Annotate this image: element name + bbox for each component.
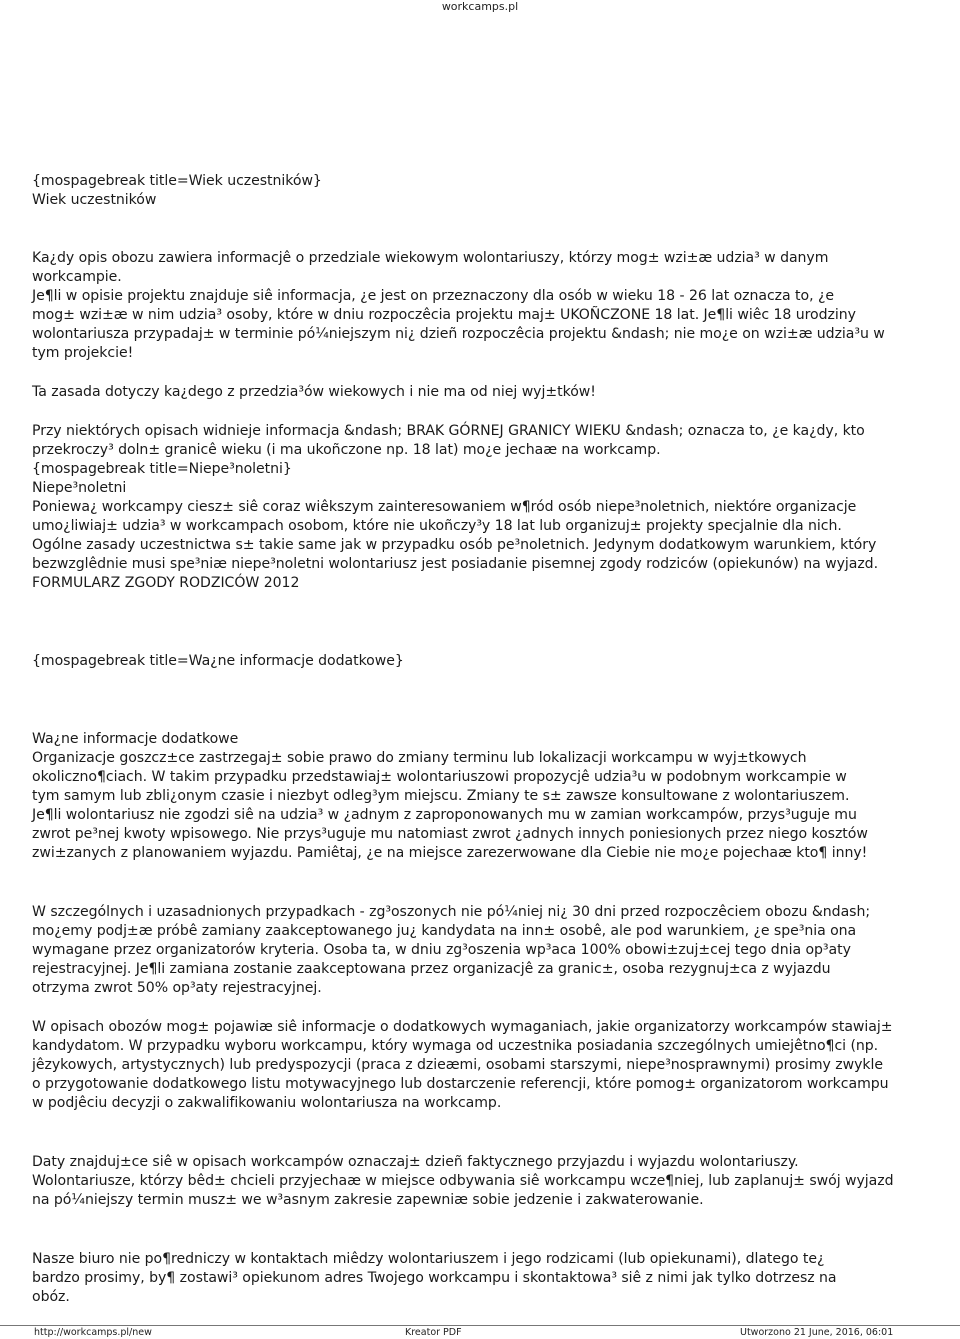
paragraph-line: Wolontariusze, którzy bêd± chcieli przyjechaæ w miejsce odbywania siê workcampu wcze¶niej, lub zaplanuj± swój wyjazd bbox=[32, 1173, 894, 1189]
paragraph-line: jêzykowych, artystycznych) lub predyspozycji (praca z dzieæmi, osobami starszymi, niepe³nosprawnymi) prosimy zwykle bbox=[32, 1057, 883, 1073]
paragraph-line: okoliczno¶ciach. W takim przypadku przedstawiaj± wolontariuszowi propozycjê udzia³u w podobnym workcampie w bbox=[32, 769, 847, 785]
parental-consent-form-link[interactable]: FORMULARZ ZGODY RODZICÓW 2012 bbox=[32, 575, 300, 591]
section-heading-age: Wiek uczestników bbox=[32, 192, 157, 208]
paragraph-line: Je¶li wolontariusz nie zgodzi siê na udzia³ w ¿adnym z zaproponowanych mu w zamian workcampów, przys³uguje mu bbox=[32, 807, 857, 823]
paragraph-line: bezwzglêdnie musi spe³niæ niepe³noletni wolontariusz jest posiadanie pisemnej zgody rodziców (opiekunów) na wyjazd. bbox=[32, 556, 879, 572]
paragraph-line: mog± wzi±æ w nim udzia³ osoby, które w dniu rozpoczêcia projektu maj± UKOÑCZONE 18 lat. Je¶li wiêc 18 urodziny bbox=[32, 307, 856, 323]
pagebreak-marker-minors: {mospagebreak title=Niepe³noletni} bbox=[32, 461, 292, 477]
pagebreak-marker-important: {mospagebreak title=Wa¿ne informacje dodatkowe} bbox=[32, 653, 404, 669]
paragraph-line: na pó¼niejszy termin musz± we w³asnym zakresie zapewniæ sobie jedzenie i zakwaterowanie. bbox=[32, 1192, 704, 1208]
paragraph-line: tym samym lub zbli¿onym czasie i niezbyt odleg³ym miejscu. Zmiany te s± zawsze konsultowane z wolontariuszem. bbox=[32, 788, 850, 804]
footer-created-timestamp: Utworzono 21 June, 2016, 06:01 bbox=[740, 1327, 894, 1338]
paragraph-line: Organizacje goszcz±ce zastrzegaj± sobie prawo do zmiany terminu lub lokalizacji workcampu w wyj±tkowych bbox=[32, 750, 807, 766]
section-heading-minors: Niepe³noletni bbox=[32, 480, 127, 496]
paragraph-line: w podjêciu decyzji o zakwalifikowaniu wolontariusza na workcamp. bbox=[32, 1095, 502, 1111]
section-heading-important: Wa¿ne informacje dodatkowe bbox=[32, 731, 239, 747]
paragraph-line: Ka¿dy opis obozu zawiera informacjê o przedziale wiekowym wolontariuszy, którzy mog± wzi±æ udzia³ w danym bbox=[32, 250, 829, 266]
paragraph-line: o przygotowanie dodatkowego listu motywacyjnego lub dostarczenie referencji, które pomog± organizatorom workcampu bbox=[32, 1076, 889, 1092]
paragraph-line: Przy niektórych opisach widnieje informacja &ndash; BRAK GÓRNEJ GRANICY WIEKU &ndash; oznacza to, ¿e ka¿dy, kto bbox=[32, 423, 865, 439]
paragraph-line: Daty znajduj±ce siê w opisach workcampów oznaczaj± dzieñ faktycznego przyjazdu i wyjazdu wolontariuszy. bbox=[32, 1154, 799, 1170]
paragraph-line: Nasze biuro nie po¶redniczy w kontaktach miêdzy wolontariuszem i jego rodzicami (lub opiekunami), dlatego te¿ bbox=[32, 1251, 825, 1267]
paragraph-line: W szczególnych i uzasadnionych przypadkach - zg³oszonych nie pó¼niej ni¿ 30 dni przed rozpoczêciem obozu &ndash; bbox=[32, 904, 871, 920]
paragraph-line: rejestracyjnej. Je¶li zamiana zostanie zaakceptowana przez organizacjê za granic±, osoba rezygnuj±ca z wyjazdu bbox=[32, 961, 831, 977]
site-header: workcamps.pl bbox=[441, 0, 519, 13]
paragraph-line: workcampie. bbox=[32, 269, 122, 285]
paragraph-line: wolontariusza przypadaj± w terminie pó¼niejszym ni¿ dzieñ rozpoczêcia projektu &ndash; nie mo¿e on wzi±æ udzia³u w bbox=[32, 326, 885, 342]
paragraph-line: kandydatom. W przypadku wyboru workcampu, który wymaga od uczestnika posiadania szczególnych umiejêtno¶ci (np. bbox=[32, 1038, 879, 1054]
paragraph-line: wymagane przez organizatorów kryteria. Osoba ta, w dniu zg³oszenia wp³aca 100% obowi±zuj±cej tego dnia op³aty bbox=[32, 942, 851, 958]
paragraph-line: Poniewa¿ workcampy ciesz± siê coraz wiêkszym zainteresowaniem w¶ród osób niepe³noletnich, niektóre organizacje bbox=[32, 499, 857, 515]
paragraph-line: Ta zasada dotyczy ka¿dego z przedzia³ów wiekowych i nie ma od niej wyj±tków! bbox=[32, 384, 596, 400]
paragraph-line: otrzyma zwrot 50% op³aty rejestracyjnej. bbox=[32, 980, 322, 996]
site-footer bbox=[0, 1325, 960, 1339]
paragraph-line: W opisach obozów mog± pojawiæ siê informacje o dodatkowych wymaganiach, jakie organizatorzy workcampów stawiaj± bbox=[32, 1019, 893, 1035]
paragraph-line: obóz. bbox=[32, 1289, 70, 1305]
paragraph-line: mo¿emy podj±æ próbê zamiany zaakceptowanego ju¿ kandydata na inn± osobê, ale pod warunkiem, ¿e spe³nia ona bbox=[32, 923, 857, 939]
footer-url-link[interactable]: http://workcamps.pl/new bbox=[34, 1327, 152, 1338]
footer-creator: Kreator PDF bbox=[405, 1327, 462, 1338]
paragraph-line: zwi±zanych z planowaniem wyjazdu. Pamiêtaj, ¿e na miejsce zarezerwowane dla Ciebie nie mo¿e pojechaæ kto¶ inny! bbox=[32, 845, 868, 861]
paragraph-line: przekroczy³ doln± granicê wieku (i ma ukoñczone np. 18 lat) mo¿e jechaæ na workcamp. bbox=[32, 442, 661, 458]
paragraph-line: bardzo prosimy, by¶ zostawi³ opiekunom adres Twojego workcampu i skontaktowa³ siê z nimi jak tylko dotrzesz na bbox=[32, 1270, 837, 1286]
paragraph-line: umo¿liwiaj± udzia³ w workcampach osobom, które nie ukoñczy³y 18 lat lub organizuj± projekty specjalnie dla nich. bbox=[32, 518, 842, 534]
paragraph-line: zwrot pe³nej kwoty wpisowego. Nie przys³uguje mu natomiast zwrot ¿adnych innych poniesionych przez niego kosztów bbox=[32, 826, 868, 842]
paragraph-line: Je¶li w opisie projektu znajduje siê informacja, ¿e jest on przeznaczony dla osób w wieku 18 - 26 lat oznacza to, ¿e bbox=[32, 288, 835, 304]
paragraph-line: Ogólne zasady uczestnictwa s± takie same jak w przypadku osób pe³noletnich. Jedynym dodatkowym warunkiem, który bbox=[32, 537, 877, 553]
pagebreak-marker-age: {mospagebreak title=Wiek uczestników} bbox=[32, 173, 322, 189]
paragraph-line: tym projekcie! bbox=[32, 345, 134, 361]
